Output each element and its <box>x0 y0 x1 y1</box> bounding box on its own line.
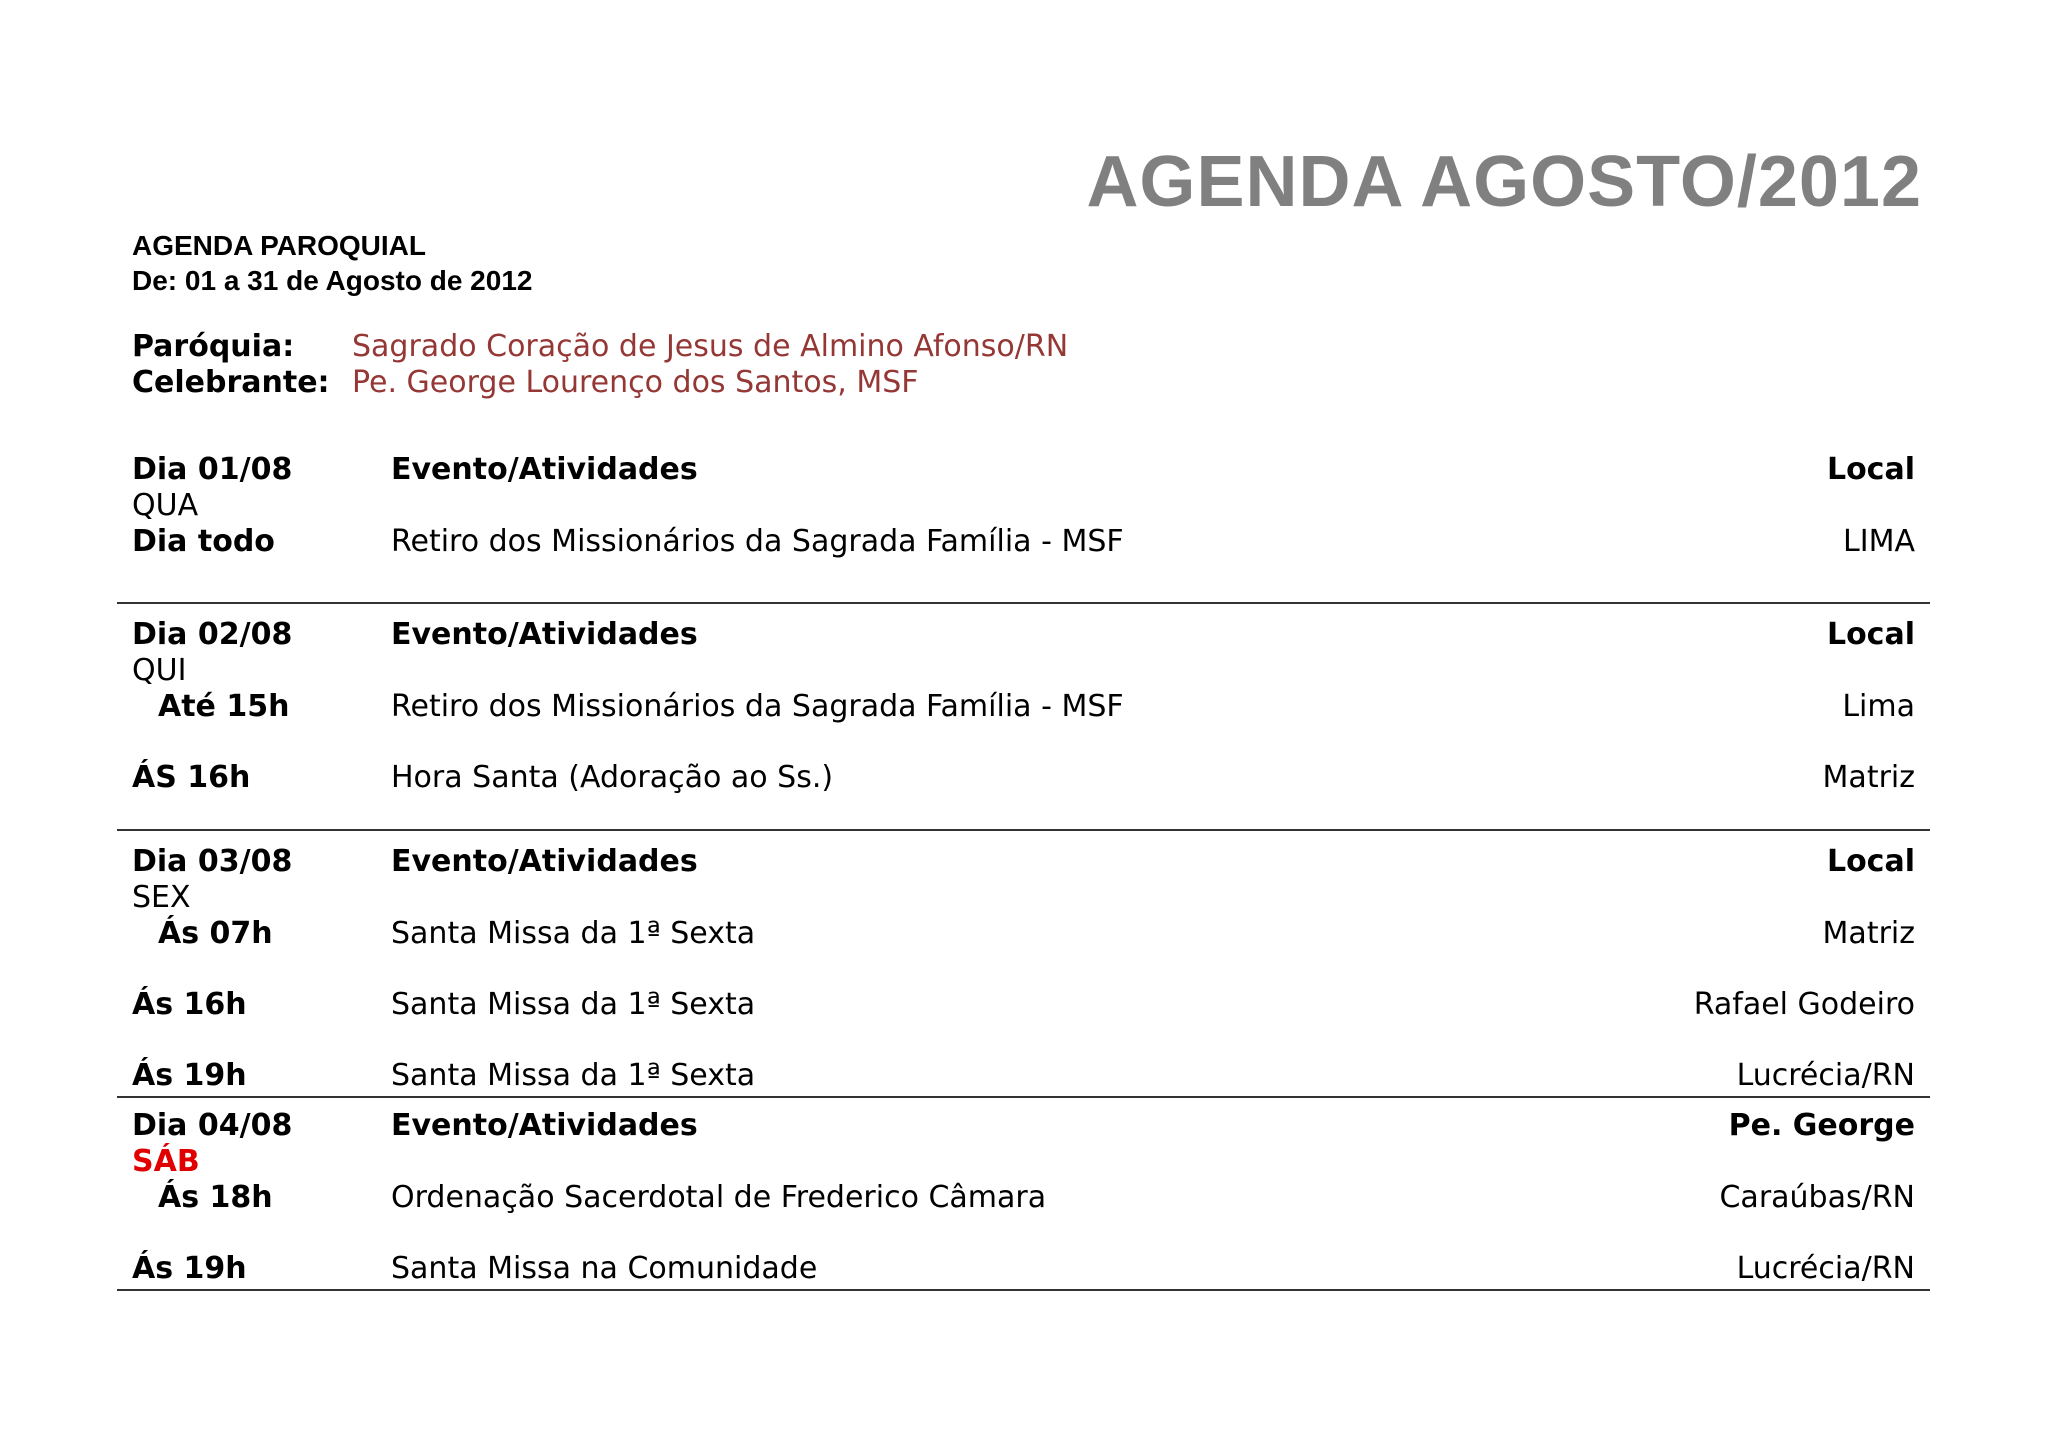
agenda-header <box>132 228 532 298</box>
events-header: Evento/Atividades <box>391 452 698 487</box>
day-block <box>117 452 1930 604</box>
event-row <box>117 916 1930 952</box>
weekday-row <box>117 880 1930 916</box>
day-block <box>117 604 1930 831</box>
weekday-row <box>117 488 1930 524</box>
event-local: Lucrécia/RN <box>1736 1251 1915 1286</box>
parish-value: Sagrado Coração de Jesus de Almino Afonso/RN <box>352 329 1069 364</box>
event-time: Dia todo <box>132 524 275 559</box>
day-block <box>117 1098 1930 1291</box>
event-local: Rafael Godeiro <box>1693 987 1915 1022</box>
local-header: Local <box>1826 617 1915 652</box>
celebrant-row <box>132 365 1068 401</box>
event-local: Caraúbas/RN <box>1719 1180 1915 1215</box>
weekday-label: SÁB <box>132 1144 200 1179</box>
event-time: ÁS 16h <box>132 760 251 795</box>
day-label: Dia 02/08 <box>132 617 293 652</box>
event-description: Santa Missa na Comunidade <box>391 1251 818 1286</box>
celebrant-label: Celebrante: <box>132 365 330 400</box>
day-header-row <box>117 1108 1930 1144</box>
day-label: Dia 04/08 <box>132 1108 293 1143</box>
event-local: Matriz <box>1822 916 1915 951</box>
weekday-label: QUI <box>132 653 187 688</box>
event-local: LIMA <box>1843 524 1915 559</box>
event-time: Até 15h <box>158 689 290 724</box>
local-header: Local <box>1826 844 1915 879</box>
event-description: Santa Missa da 1ª Sexta <box>391 916 756 951</box>
event-row <box>117 1251 1930 1287</box>
weekday-label: SEX <box>132 880 191 915</box>
event-time: Ás 19h <box>132 1251 247 1286</box>
celebrant-value: Pe. George Lourenço dos Santos, MSF <box>352 365 919 400</box>
agenda-subtitle: AGENDA PAROQUIAL <box>132 230 426 261</box>
event-row <box>117 689 1930 725</box>
parish-row <box>132 329 1068 365</box>
event-description: Santa Missa da 1ª Sexta <box>391 1058 756 1093</box>
event-time: Ás 07h <box>158 916 273 951</box>
event-description: Retiro dos Missionários da Sagrada Família - MSF <box>391 524 1124 559</box>
event-description: Ordenação Sacerdotal de Frederico Câmara <box>391 1180 1047 1215</box>
agenda-table <box>117 452 1930 1291</box>
event-local: Matriz <box>1822 760 1915 795</box>
weekday-label: QUA <box>132 488 199 523</box>
day-label: Dia 01/08 <box>132 452 293 487</box>
event-row <box>117 1058 1930 1094</box>
event-time: Ás 18h <box>158 1180 273 1215</box>
day-header-row <box>117 452 1930 488</box>
day-header-row <box>117 844 1930 880</box>
event-row <box>117 987 1930 1023</box>
local-header: Pe. George <box>1728 1108 1915 1143</box>
event-time: Ás 19h <box>132 1058 247 1093</box>
weekday-row <box>117 1144 1930 1180</box>
parish-info <box>132 329 1068 401</box>
event-local: Lima <box>1842 689 1915 724</box>
day-label: Dia 03/08 <box>132 844 293 879</box>
events-header: Evento/Atividades <box>391 1108 698 1143</box>
event-description: Santa Missa da 1ª Sexta <box>391 987 756 1022</box>
local-header: Local <box>1826 452 1915 487</box>
events-header: Evento/Atividades <box>391 844 698 879</box>
event-row <box>117 524 1930 560</box>
events-header: Evento/Atividades <box>391 617 698 652</box>
day-block <box>117 831 1930 1098</box>
parish-label: Paróquia: <box>132 329 295 364</box>
page-title: AGENDA AGOSTO/2012 <box>1086 142 1922 222</box>
event-description: Retiro dos Missionários da Sagrada Família - MSF <box>391 689 1124 724</box>
event-local: Lucrécia/RN <box>1736 1058 1915 1093</box>
event-row <box>117 1180 1930 1216</box>
event-time: Ás 16h <box>132 987 247 1022</box>
weekday-row <box>117 653 1930 689</box>
event-row <box>117 760 1930 796</box>
agenda-date-range: De: 01 a 31 de Agosto de 2012 <box>132 265 533 296</box>
event-description: Hora Santa (Adoração ao Ss.) <box>391 760 834 795</box>
day-header-row <box>117 617 1930 653</box>
